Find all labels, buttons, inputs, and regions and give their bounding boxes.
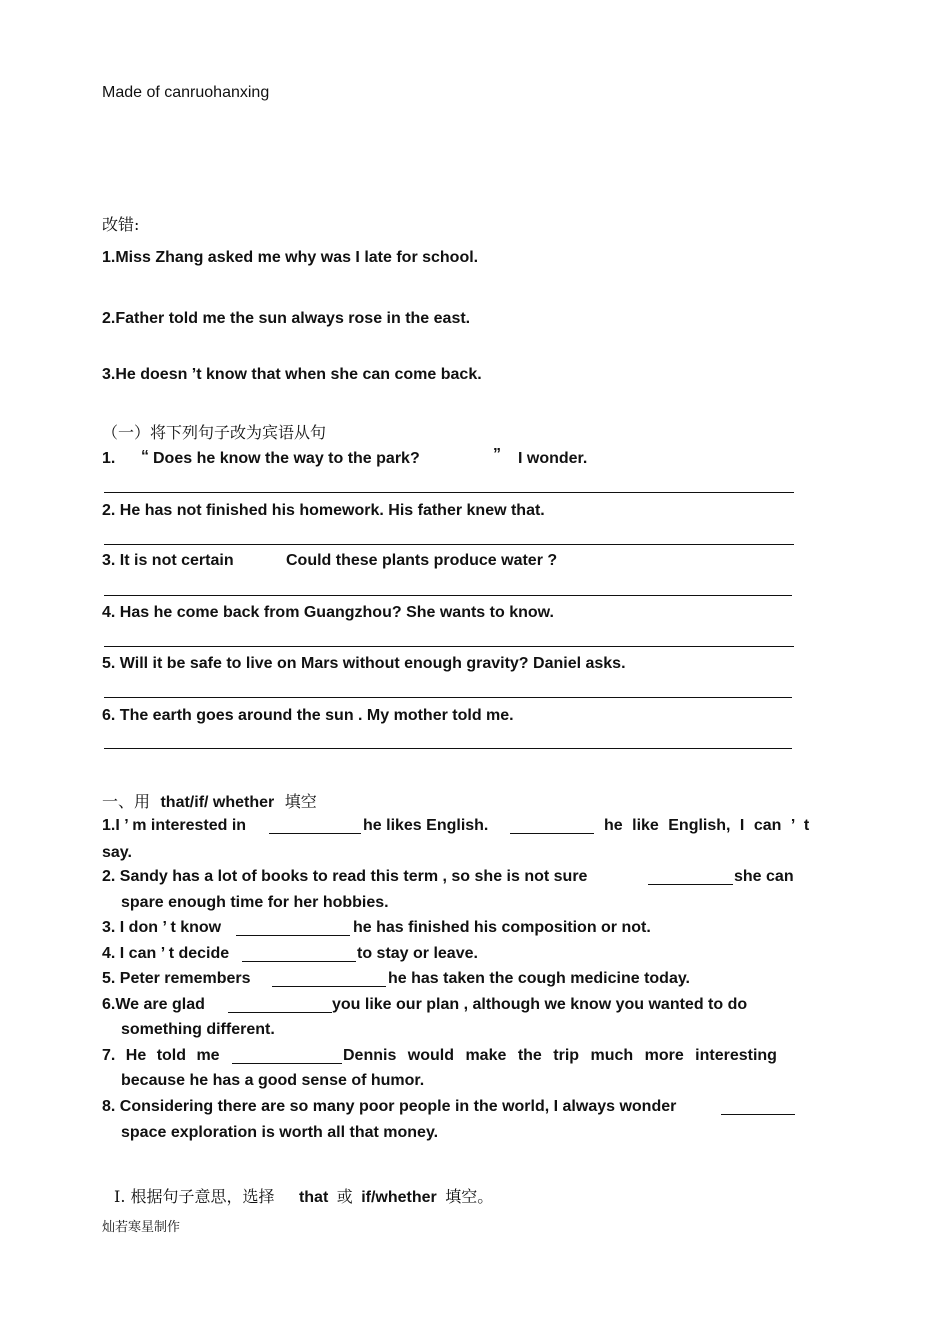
blank[interactable] [242, 946, 356, 962]
fill-item-1b: he likes English. [363, 817, 489, 834]
section3-word-ifwhether: if/whether [361, 1189, 437, 1206]
rewrite-q2: 2. He has not finished his homework. His father knew that. [102, 502, 545, 519]
answer-line [104, 544, 794, 545]
fill-item-2b: she can [734, 868, 794, 885]
fill-item-5b: he has taken the cough medicine today. [388, 970, 690, 987]
fill-item-7a: 7. He told me [102, 1047, 220, 1064]
blank[interactable] [510, 818, 594, 834]
answer-line [104, 697, 792, 698]
fill-item-3b: he has finished his composition or not. [353, 919, 651, 936]
page-footer: 灿若寒星制作 [102, 1220, 181, 1235]
blank[interactable] [721, 1099, 795, 1115]
fill-item-8b: space exploration is worth all that money. [121, 1124, 439, 1141]
rewrite-q4: 4. Has he come back from Guangzhou? She wants to know. [102, 604, 554, 621]
correction-item: 1.Miss Zhang asked me why was I late for school. [102, 249, 479, 266]
blank[interactable] [648, 869, 733, 885]
rewrite-q6: 6. The earth goes around the sun . My mother told me. [102, 707, 514, 724]
page-header: Made of canruohanxing [102, 84, 270, 101]
fill-item-8a: 8. Considering there are so many poor people in the world, I always wonder [102, 1098, 677, 1115]
correction-title: 改错: [102, 215, 140, 234]
fill-item-4a: 4. I can ’ t decide [102, 945, 230, 962]
answer-line [104, 595, 792, 596]
answer-line [104, 646, 794, 647]
section3-or: 或 [336, 1187, 353, 1206]
rewrite-q3-b: Could these plants produce water ? [286, 552, 558, 569]
fill-item-1d: say. [102, 844, 132, 861]
correction-item: 2.Father told me the sun always rose in the east. [102, 310, 471, 327]
fill-item-3a: 3. I don ’ t know [102, 919, 222, 936]
blank[interactable] [272, 971, 386, 987]
rewrite-title: （一）将下列句子改为宾语从句 [102, 423, 327, 442]
fill-title [102, 789, 317, 812]
section3-prefix: Ⅰ. 根据句子意思，选择 [114, 1187, 275, 1206]
fill-item-5a: 5. Peter remembers [102, 970, 251, 987]
section3-word-that: that [298, 1189, 329, 1206]
rewrite-q1-tail: I wonder. [518, 450, 588, 467]
blank[interactable] [228, 997, 332, 1013]
section3-title [114, 1184, 493, 1207]
blank[interactable] [232, 1048, 342, 1064]
fill-item-6b: you like our plan , although we know you wanted to do [332, 996, 748, 1013]
fill-item-6a: 6.We are glad [102, 996, 205, 1013]
answer-line [104, 748, 792, 749]
blank[interactable] [269, 818, 361, 834]
rewrite-q3-a: 3. It is not certain [102, 552, 234, 569]
rewrite-q1-text: Does he know the way to the park? [153, 450, 420, 467]
correction-item: 3.He doesn ’t know that when she can come back. [102, 366, 482, 383]
answer-line [104, 492, 794, 493]
rewrite-q1-open-quote: “ [141, 448, 149, 465]
fill-title-words: that/if/ whether [160, 794, 275, 811]
rewrite-q1-number: 1. [102, 450, 116, 467]
fill-title-prefix: 一、用 [102, 792, 151, 811]
fill-item-2c: spare enough time for her hobbies. [121, 894, 389, 911]
fill-item-4b: to stay or leave. [357, 945, 478, 962]
fill-item-6c: something different. [121, 1021, 275, 1038]
fill-title-suffix: 填空 [284, 792, 317, 811]
rewrite-q1-close-quote: ” [493, 446, 501, 463]
fill-item-1c: he like English, I can ’ t [604, 817, 810, 834]
rewrite-q5: 5. Will it be safe to live on Mars without enough gravity? Daniel asks. [102, 655, 626, 672]
fill-item-2a: 2. Sandy has a lot of books to read this term , so she is not sure [102, 868, 588, 885]
blank[interactable] [236, 920, 350, 936]
section3-suffix: 填空。 [445, 1187, 494, 1206]
fill-item-7c: because he has a good sense of humor. [121, 1072, 425, 1089]
fill-item-1a: 1.I ’ m interested in [102, 817, 247, 834]
fill-item-7b: Dennis would make the trip much more interesting [343, 1047, 777, 1064]
